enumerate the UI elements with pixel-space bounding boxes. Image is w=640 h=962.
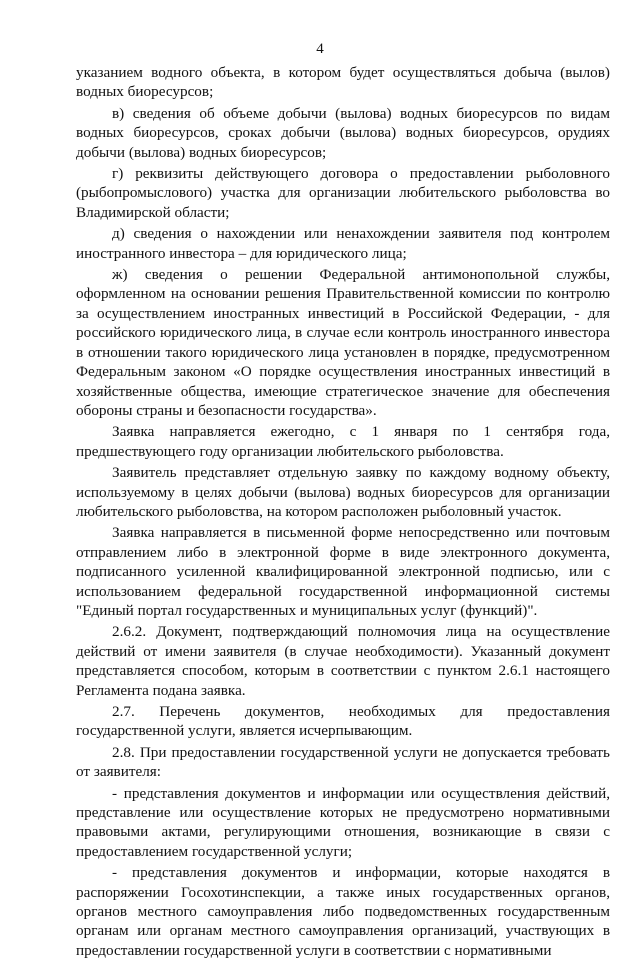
paragraph-item-zh: ж) сведения о решении Федеральной антимонопольной службы, оформленном на основании решения Правительственной комиссии по контролю за осуществлением иностранных инвестиций в Российской Федерации, - для российского юридического лица, в случае если контроль иностранного инвестора в отношении такого юридического лица установлен в порядке, предусмотренном Федеральным законом «О порядке осуществления иностранных инвестиций в хозяйственные общества, имеющие стратегическое значение для обеспечения обороны страны и безопасности государства». [76, 266, 610, 419]
paragraph-2-6-2: 2.6.2. Документ, подтверждающий полномочия лица на осуществление действий от имени заявителя (в случае необходимости). Указанный документ представляется способом, которым в соответствии с пунктом 2.6.1 настоящего Регламента подана заявка. [76, 623, 610, 699]
paragraph-application-period: Заявка направляется ежегодно, с 1 января по 1 сентября года, предшествующего году организации любительского рыболовства. [76, 423, 610, 460]
paragraph-item-g: г) реквизиты действующего договора о предоставлении рыболовного (рыбопромыслового) участка для организации любительского рыболовства во Владимирской области; [76, 165, 610, 221]
paragraph-item-d: д) сведения о нахождении или ненахождении заявителя под контролем иностранного инвестора – для юридического лица; [76, 225, 610, 262]
paragraph-continuation: указанием водного объекта, в котором будет осуществляться добыча (вылов) водных биоресурсов; [76, 64, 610, 101]
paragraph-item-v: в) сведения об объеме добычи (вылова) водных биоресурсов по видам водных биоресурсов, сроках добычи (вылова) водных биоресурсов, орудиях добычи (вылова) водных биоресурсов; [76, 104, 610, 161]
paragraph-submission-form: Заявка направляется в письменной форме непосредственно или почтовым отправлением либо в электронной форме в виде электронного документа, подписанного усиленной квалифицированной электронной подписью, или с использованием федеральной государственной информационной системы "Единый портал государственных и муниципальных услуг (функций)". [76, 524, 610, 619]
paragraph-separate-application: Заявитель представляет отдельную заявку по каждому водному объекту, используемому в целях добычи (вылова) водных биоресурсов для организации любительского рыболовства, на котором расположен рыболовный участок. [76, 464, 610, 520]
paragraph-2-8-item-1: - представления документов и информации или осуществления действий, представление или осуществление которых не предусмотрено нормативными правовыми актами, регулирующими отношения, возникающие в связи с предоставлением государственной услуги; [76, 784, 610, 860]
paragraph-2-8-item-2: - представления документов и информации, которые находятся в распоряжении Госохотинспекции, а также иных государственных органов, органов местного самоуправления либо подведомственных государственным органам или органам местного самоуправления организаций, участвующих в предоставлении государственной услуги в соответствии с нормативными [76, 864, 610, 959]
page-number: 4 [316, 41, 324, 57]
paragraph-2-7: 2.7. Перечень документов, необходимых для предоставления государственной услуги, является исчерпывающим. [76, 703, 610, 740]
paragraph-2-8: 2.8. При предоставлении государственной услуги не допускается требовать от заявителя: [76, 743, 610, 781]
document-body [76, 63, 610, 962]
